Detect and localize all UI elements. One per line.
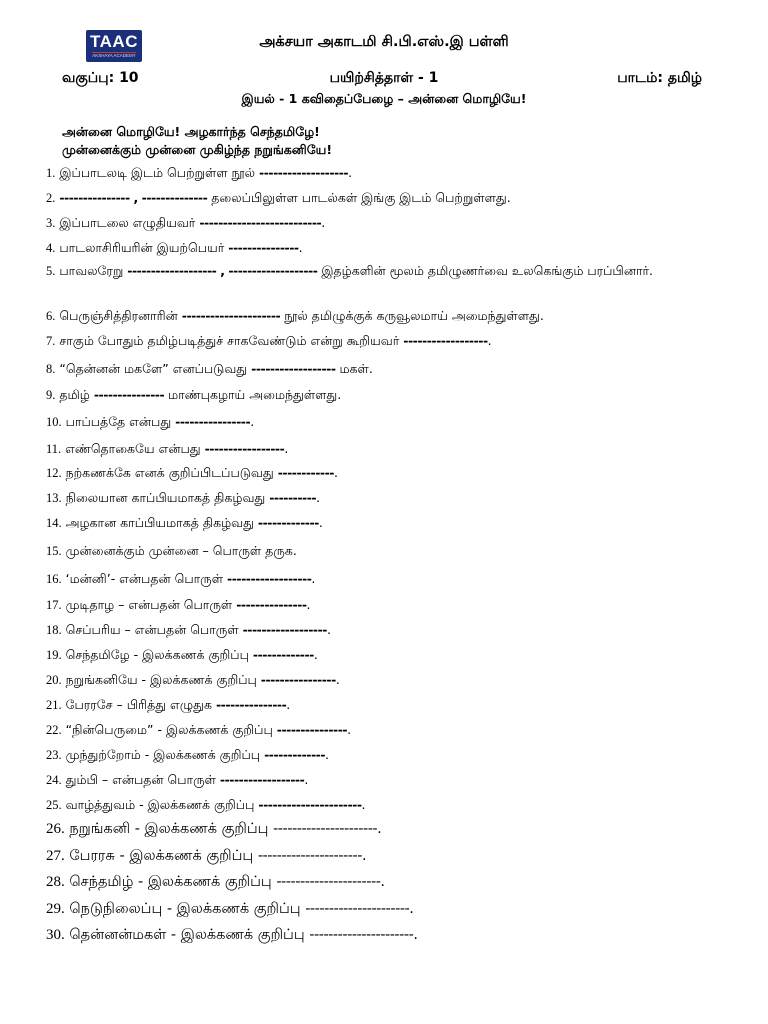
question-item xyxy=(46,897,704,922)
answer-blank[interactable]: ---------------- xyxy=(260,672,336,687)
question-item xyxy=(46,409,704,435)
question-text-end: . xyxy=(313,647,318,662)
answer-blank[interactable]: --------------- xyxy=(228,240,299,255)
answer-blank[interactable]: ------------------- , ------------------- xyxy=(127,263,318,278)
question-text: பேரரசு - இலக்கணக் குறிப்பு xyxy=(69,848,258,864)
question-item xyxy=(46,356,704,382)
question-number: 23. xyxy=(46,748,62,762)
question-item xyxy=(46,185,704,211)
question-number: 3. xyxy=(46,216,56,230)
question-text: அழகான காப்பியமாகத் திகழ்வது xyxy=(65,515,258,530)
question-text-end: . xyxy=(333,465,338,480)
question-number: 11. xyxy=(46,442,62,456)
question-text-end: . xyxy=(298,240,303,255)
question-item xyxy=(46,436,704,462)
question-number: 26. xyxy=(46,821,65,837)
question-text-end: . xyxy=(318,515,323,530)
question-text: முந்துற்றோம் - இலக்கணக் குறிப்பு xyxy=(65,747,265,762)
answer-blank[interactable]: --------------- xyxy=(93,387,165,402)
question-item xyxy=(46,235,704,261)
unit-title: இயல் - 1 கவிதைப்பேழை – அன்னை மொழியே! xyxy=(241,91,527,106)
question-text-end: . xyxy=(325,747,329,762)
answer-blank[interactable]: ---------------------- xyxy=(276,874,381,890)
answer-blank[interactable]: ----------------- xyxy=(204,441,285,456)
question-text-end: . xyxy=(347,722,352,737)
question-item xyxy=(46,260,704,282)
question-text: தும்பி – என்பதன் பொருள் xyxy=(65,772,220,787)
question-text: ‘மன்னி’- என்பதன் பொருள் xyxy=(65,571,227,586)
question-number: 2. xyxy=(46,191,56,205)
question-item xyxy=(46,844,704,869)
question-text-end: மகள். xyxy=(335,361,373,376)
question-number: 4. xyxy=(46,241,56,255)
answer-blank[interactable]: ------------------ xyxy=(227,571,312,586)
question-item xyxy=(46,923,704,948)
question-text: செப்பரிய – என்பதன் பொருள் xyxy=(65,622,243,637)
question-text-end: . xyxy=(311,571,316,586)
answer-blank[interactable]: -------------------------- xyxy=(199,215,322,230)
question-number: 18. xyxy=(46,623,62,637)
answer-blank[interactable]: --------------- , -------------- xyxy=(59,190,208,205)
question-text: “தென்னன் மகளே” எனப்படுவது xyxy=(59,361,252,376)
answer-blank[interactable]: ------------- xyxy=(264,747,326,762)
question-text: தென்னன்மகள் - இலக்கணக் குறிப்பு xyxy=(69,927,310,943)
question-text-end: . xyxy=(316,490,321,505)
question-text-end: . xyxy=(326,622,331,637)
question-item xyxy=(46,642,704,668)
question-text: நிலையான காப்பியமாகத் திகழ்வது xyxy=(65,490,270,505)
question-item xyxy=(46,382,704,408)
question-item xyxy=(46,592,704,618)
question-item xyxy=(46,328,704,354)
question-text: இப்பாடலடி இடம் பெற்றுள்ள நூல் xyxy=(59,165,260,180)
question-item xyxy=(46,870,704,895)
question-text-end: . xyxy=(335,672,340,687)
question-text: பாப்பத்தே என்பது xyxy=(65,414,176,429)
question-text-end: . xyxy=(321,215,326,230)
question-text: நெடுநிலைப்பு - இலக்கணக் குறிப்பு xyxy=(69,901,306,917)
question-number: 13. xyxy=(46,491,62,505)
answer-blank[interactable]: ---------------------- xyxy=(309,927,414,943)
question-number: 8. xyxy=(46,362,56,376)
question-text-end: . xyxy=(413,927,418,943)
question-text: செந்தமிழே - இலக்கணக் குறிப்பு xyxy=(65,647,253,662)
answer-blank[interactable]: ---------------------- xyxy=(258,797,362,812)
question-number: 14. xyxy=(46,516,62,530)
question-text: பாடலாசிரியரின் இயற்பெயர் xyxy=(59,240,229,255)
question-text: இப்பாடலை எழுதியவர் xyxy=(59,215,200,230)
question-item xyxy=(46,485,704,511)
question-text: “நின்பெருமை” - இலக்கணக் குறிப்பு xyxy=(65,722,277,737)
question-number: 27. xyxy=(46,848,65,864)
question-text-end: . xyxy=(306,597,311,612)
question-text: எண்தொகையே என்பது xyxy=(65,441,205,456)
question-item xyxy=(46,460,704,486)
answer-blank[interactable]: ------------ xyxy=(277,465,334,480)
question-item xyxy=(46,210,704,236)
question-number: 17. xyxy=(46,598,62,612)
question-number: 15. xyxy=(46,544,62,558)
question-text-end: . xyxy=(250,414,255,429)
answer-blank[interactable]: --------------- xyxy=(215,697,287,712)
answer-blank[interactable]: ------------------ xyxy=(242,622,327,637)
question-item xyxy=(46,767,704,793)
subject-label: பாடம்: தமிழ் xyxy=(617,70,702,86)
question-number: 20. xyxy=(46,673,62,687)
answer-blank[interactable]: ---------------------- xyxy=(305,901,410,917)
school-name: அக்சயா அகாடமி சி.பி.எஸ்.இ பள்ளி xyxy=(259,34,509,50)
question-item xyxy=(46,667,704,693)
question-number: 16. xyxy=(46,572,62,586)
question-text: செந்தமிழ் - இலக்கணக் குறிப்பு xyxy=(69,874,277,890)
logo-text: TAAC xyxy=(90,32,138,51)
question-item xyxy=(46,566,704,592)
question-text: முடிதாழ – என்பதன் பொருள் xyxy=(65,597,237,612)
question-item xyxy=(46,817,704,842)
question-text-end: . xyxy=(361,848,367,864)
question-item xyxy=(46,617,704,643)
question-number: 1. xyxy=(46,166,56,180)
poem-line-2: முன்னைக்கும் முன்னை முகிழ்ந்த நறுங்கனியே! xyxy=(62,142,333,157)
question-number: 25. xyxy=(46,798,62,812)
question-text-end: மாண்புகழாய் அமைந்துள்ளது. xyxy=(164,387,342,402)
poem-line-1: அன்னை மொழியே! அழகார்ந்த செந்தமிழே! xyxy=(62,124,320,139)
answer-blank[interactable]: ---------- xyxy=(269,490,317,505)
question-text-end: . xyxy=(286,697,291,712)
answer-blank[interactable]: ------------------ xyxy=(403,333,488,348)
question-text-end: . xyxy=(361,797,366,812)
answer-blank[interactable]: ------------------ xyxy=(251,361,336,376)
question-item xyxy=(46,510,704,536)
question-item xyxy=(46,160,704,186)
question-item xyxy=(46,692,704,718)
question-text-end: தலைப்பிலுள்ள பாடல்கள் இங்கு இடம் பெற்றுள்ளது. xyxy=(207,190,511,205)
question-text-end: இதழ்களின் மூலம் தமிழுணர்வை உலகெங்கும் பரப்பினார். xyxy=(317,263,653,278)
answer-blank[interactable]: --------------- xyxy=(276,722,348,737)
answer-blank[interactable]: ------------------ xyxy=(219,772,305,787)
answer-blank[interactable]: ------------- xyxy=(257,515,319,530)
question-item xyxy=(46,717,704,743)
question-number: 19. xyxy=(46,648,62,662)
question-item xyxy=(46,792,704,818)
question-number: 7. xyxy=(46,334,56,348)
question-text: சாகும் போதும் தமிழ்படித்துச் சாகவேண்டும் என்று கூறியவர் xyxy=(59,333,404,348)
question-text: நறுங்கனியே - இலக்கணக் குறிப்பு xyxy=(65,672,261,687)
question-text-end: . xyxy=(380,874,386,890)
question-item xyxy=(46,538,704,564)
question-text: நற்கணக்கே எனக் குறிப்பிடப்படுவது xyxy=(65,465,278,480)
question-text: வாழ்த்துவம் - இலக்கணக் குறிப்பு xyxy=(65,797,259,812)
question-number: 24. xyxy=(46,773,62,787)
question-text-end: . xyxy=(348,165,353,180)
question-text: நறுங்கனி - இலக்கணக் குறிப்பு xyxy=(69,821,274,837)
question-item xyxy=(46,303,704,329)
question-text: பேரரசே – பிரித்து எழுதுக xyxy=(65,697,216,712)
question-text-end: . xyxy=(487,333,492,348)
question-number: 6. xyxy=(46,309,56,323)
question-number: 30. xyxy=(46,927,65,943)
answer-blank[interactable]: --------------- xyxy=(236,597,307,612)
logo-subtext: AKSHAYA ACADEMY xyxy=(92,53,136,58)
question-text-end: . xyxy=(304,772,309,787)
question-item xyxy=(46,742,704,768)
question-text-end: . xyxy=(377,821,382,837)
question-number: 28. xyxy=(46,874,65,890)
question-text: பெருஞ்சித்திரனாரின் xyxy=(59,308,182,323)
answer-blank[interactable]: ---------------- xyxy=(175,414,251,429)
question-text: முன்னைக்கும் முன்னை – பொருள் தருக. xyxy=(65,543,297,558)
question-number: 5. xyxy=(46,264,56,278)
answer-blank[interactable]: ------------------- xyxy=(259,165,349,180)
question-text-end: . xyxy=(409,901,414,917)
question-text: பாவலரேறு xyxy=(59,263,128,278)
answer-blank[interactable]: ------------- xyxy=(252,647,314,662)
class-label: வகுப்பு: 10 xyxy=(62,70,139,86)
question-number: 12. xyxy=(46,466,62,480)
answer-blank[interactable]: --------------------- xyxy=(181,308,281,323)
question-number: 9. xyxy=(46,388,56,402)
question-number: 22. xyxy=(46,723,62,737)
question-number: 21. xyxy=(46,698,62,712)
question-text-end: . xyxy=(284,441,289,456)
question-text: தமிழ் xyxy=(59,387,94,402)
worksheet-label: பயிற்சித்தாள் - 1 xyxy=(329,70,439,86)
question-number: 10. xyxy=(46,415,62,429)
answer-blank[interactable]: ---------------------- xyxy=(257,848,362,864)
question-number: 29. xyxy=(46,901,65,917)
question-text-end: நூல் தமிழுக்குக் கருவூலமாய் அமைந்துள்ளது. xyxy=(280,308,544,323)
answer-blank[interactable]: ---------------------- xyxy=(273,821,378,837)
